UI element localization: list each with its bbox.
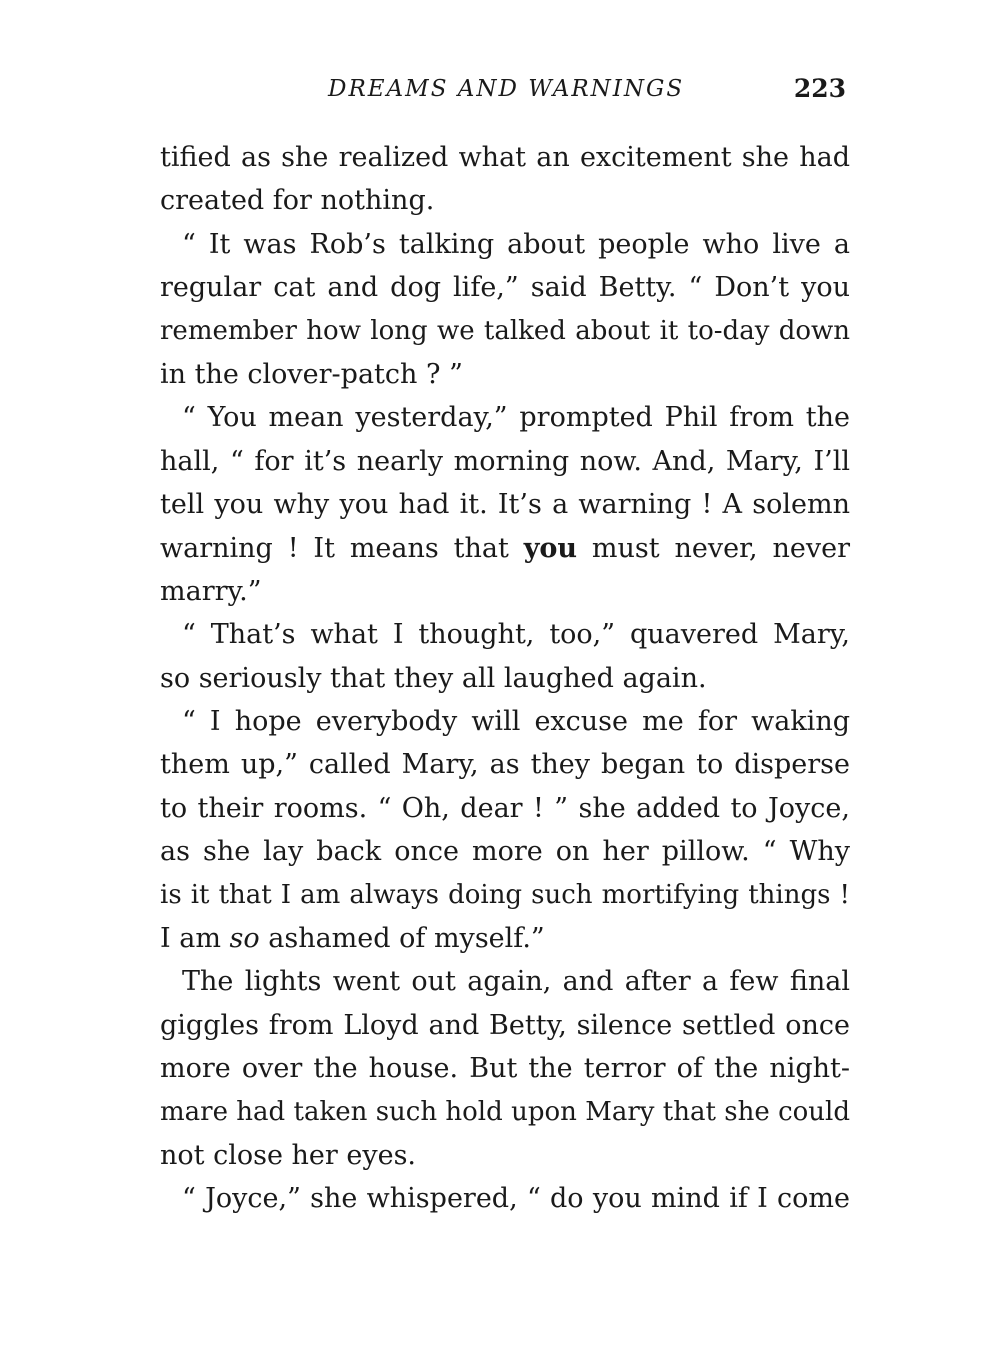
text-line: hall, “ for it’s nearly morning now. And, Mary, I’ll: [160, 445, 850, 477]
text-line: more over the house. But the terror of the night-: [160, 1053, 850, 1085]
text-line: is it that I am always doing such mortifying things !: [160, 879, 850, 910]
text-line: The lights went out again, and after a few final: [182, 966, 850, 998]
text-run: must never, never: [577, 532, 851, 564]
text-line: giggles from Lloyd and Betty, silence settled once: [160, 1009, 850, 1041]
page-header: [160, 76, 850, 110]
running-title: DREAMS AND WARNINGS: [328, 76, 685, 102]
text-line: not close her eyes.: [160, 1139, 417, 1171]
text-line: “ Joyce,” she whispered, “ do you mind if I come: [182, 1183, 850, 1215]
text-line: marry.”: [160, 575, 262, 607]
text-line: [160, 917, 850, 960]
text-run: ashamed of myself.”: [259, 923, 545, 955]
text-line: to their rooms. “ Oh, dear ! ” she added to Joyce,: [160, 792, 850, 824]
text-line: created for nothing.: [160, 185, 435, 217]
text-line: [160, 527, 850, 570]
text-line: them up,” called Mary, as they began to disperse: [160, 749, 850, 781]
text-line: so seriously that they all laughed again.: [160, 662, 707, 694]
text-line: remember how long we talked about it to-day down: [160, 315, 850, 346]
emphasis-word: you: [523, 532, 578, 564]
page-number: 223: [793, 74, 846, 103]
text-line: tified as she realized what an excitement she had: [160, 142, 850, 173]
text-run: warning ! It means that: [160, 532, 524, 564]
emphasis-word: so: [229, 923, 260, 955]
text-run: I am: [160, 923, 230, 955]
text-line: “ It was Rob’s talking about people who live a: [182, 228, 850, 260]
body-text: [160, 136, 850, 1221]
text-line: regular cat and dog life,” said Betty. “ Don’t you: [160, 272, 850, 304]
text-line: mare had taken such hold upon Mary that she could: [160, 1096, 850, 1127]
text-line: “ That’s what I thought, too,” quavered Mary,: [182, 619, 850, 651]
text-line: in the clover-patch ? ”: [160, 358, 463, 390]
text-line: “ I hope everybody will excuse me for waking: [182, 706, 850, 738]
text-line: as she lay back once more on her pillow. “ Why: [160, 836, 850, 868]
text-line: tell you why you had it. It’s a warning ! A solemn: [160, 489, 850, 521]
text-line: “ You mean yesterday,” prompted Phil from the: [182, 402, 850, 434]
